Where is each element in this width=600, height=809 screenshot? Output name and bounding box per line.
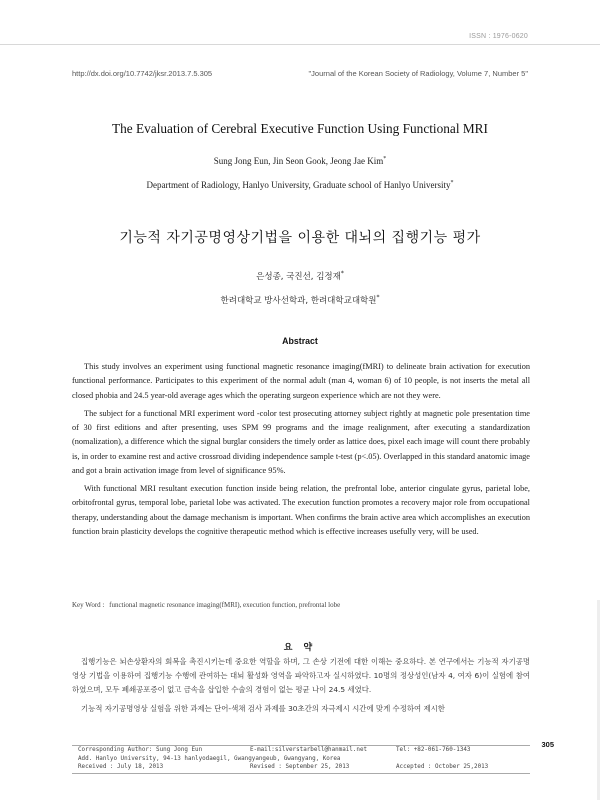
korean-summary-heading: 요 약 [283, 643, 317, 653]
corresponding-author: Corresponding Author: Sung Jong Eun [78, 747, 203, 753]
author-email[interactable]: E-mail:silverstarbell@hanmail.net [250, 747, 368, 753]
authors-english-names: Sung Jong Eun, Jin Seon Gook, Jeong Jae Kim [213, 156, 384, 166]
footer-row-contact [78, 747, 530, 755]
received-date: Received : July 18, 2013 [78, 764, 164, 770]
affiliation-english-text: Department of Radiology, Hanlyo University, Graduate school of Hanlyo University [146, 180, 451, 190]
affiliation-korean-mark: * [376, 294, 380, 302]
keywords-text: functional magnetic resonance imaging(fMRI), execution function, prefrontal lobe [109, 601, 341, 609]
doi-link[interactable]: http://dx.doi.org/10.7742/jksr.2013.7.5.305 [72, 69, 213, 78]
author-phone: Tel: +82-061-760-1343 [396, 747, 471, 753]
author-address: Add. Hanlyo University, 94-13 hanlyodaegil, Gwangyangeub, Gwangyang, Korea [78, 755, 341, 762]
keywords [72, 601, 532, 609]
korean-summary-paragraph: 기능적 자기공명영상 실험을 위한 과제는 단어-색채 검사 과제를 30초간의 자극제시 시간에 맞게 수정하여 제시한 [81, 703, 445, 713]
footer-row-address [78, 756, 530, 764]
korean-summary-paragraph: 집행기능은 뇌손상환자의 회복을 촉진시키는데 중요한 역할을 하며, 그 손상 기전에 대한 이해는 중요하다. 본 연구에서는 기능적 자기공명 영상 기법을 이용하여 집행기능 수행에 관여하는 대뇌 활성화 영역을 파악하고자 실시하였다. 10명의 정상성인(남자 4, 여자 6)이 실험에 참여하였으며, 모두 폐쇄공포증이 없고 금속을 삽입한 수술의 경험이 없는 평균 나이 24.5 세였다. [72, 657, 530, 695]
revised-date: Revised : September 25, 2013 [250, 764, 350, 770]
authors-korean [0, 270, 600, 282]
header-divider [0, 44, 600, 45]
affiliation-english-mark: * [450, 180, 454, 186]
abstract-body [72, 360, 530, 543]
affiliation-korean [0, 294, 600, 306]
page-number: 305 [541, 740, 554, 749]
author-info-box [72, 745, 530, 774]
abstract-paragraph: This study involves an experiment using functional magnetic resonance imaging(fMRI) to delineate brain activation for execution functional performance. Participates to this experiment of the normal adult (man 4, woman 6) of 10 people, is not inserts the metal all closed phobia and 24.5 year-old average ages which the operating surgeon experience which are not they were. [72, 362, 530, 400]
paper-title-english: The Evaluation of Cerebral Executive Function Using Functional MRI [112, 121, 488, 136]
korean-summary-body [72, 655, 530, 716]
authors-korean-names: 은성종, 국진선, 김정재 [256, 272, 341, 282]
abstract-paragraph: The subject for a functional MRI experiment word -color test prosecuting attorney subject rightly at magnetic pole presentation time of 30 first editions and after presenting, uses SPM 99 programs and the image realignment, after executing a standardization (nomalization), a difference which the signal burglar considers the timely order as lattice does, pixel each image will count there probably is, in order to examine rest and active crossroad dividing independence sample t-test (p<.05). Overlapped in this standard anatomic image and got a brain activation image from level of significance 95%. [72, 408, 530, 476]
abstract-paragraph: With functional MRI resultant execution function inside being relation, the prefrontal lobe, anterior cingulate gyrus, parietal lobe, orbitofrontal gyrus, temporal lobe, parietal lobe was activated. The execution function promotes a recovery major role from occupational therapy, understanding about the damage mechanism is important. When confirms the brain active area which accomplishes an execution function brain plasticity develops the cognitive therapeutic method which is effective increases usefully very, will be used. [72, 484, 530, 537]
journal-citation: "Journal of the Korean Society of Radiology, Volume 7, Number 5" [308, 69, 528, 78]
authors-english [0, 156, 600, 166]
keywords-label: Key Word : [72, 601, 105, 609]
affiliation-korean-text: 한려대학교 방사선학과, 한려대학교대학원 [220, 296, 377, 306]
footer-row-dates [78, 764, 530, 772]
paper-title-korean: 기능적 자기공명영상기법을 이용한 대뇌의 집행기능 평가 [119, 230, 481, 246]
affiliation-english [0, 180, 600, 190]
accepted-date: Accepted : October 25,2013 [396, 764, 489, 770]
authors-korean-mark: * [340, 270, 344, 278]
issn-label: ISSN : 1976-0620 [469, 33, 528, 40]
authors-english-mark: * [383, 156, 387, 162]
abstract-heading: Abstract [282, 336, 318, 346]
